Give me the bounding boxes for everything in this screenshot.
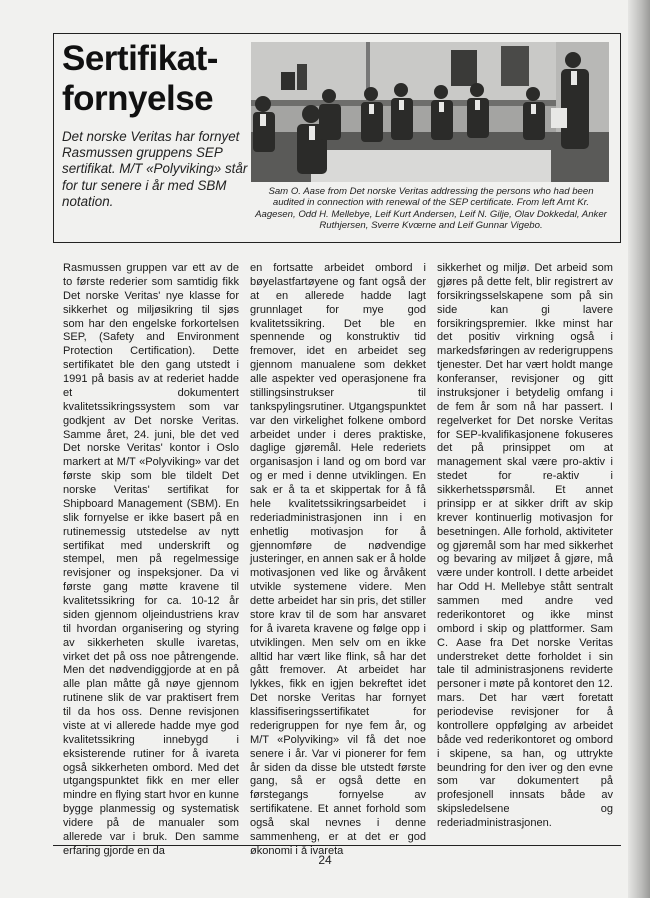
article-column-2 xyxy=(250,262,426,859)
photo-caption: Sam O. Aase from Det norske Veritas addressing the persons who had been audited in connection with renewal of the SEP certificate. From left Arnt Kr. Aagesen, Odd H. Mellebye, Leif Kurt Andersen, Leif N. Gilje, Olav Dokkedal, Anker Ruthjersen, Sverre Kvœrne and Leif Gunnar Vigebo. xyxy=(255,186,607,232)
page-number: 24 xyxy=(318,853,332,867)
article-column-1 xyxy=(63,262,239,859)
title-line-2: fornyelse xyxy=(62,79,214,118)
page-edge-shadow xyxy=(628,0,650,898)
article-title xyxy=(62,39,252,119)
column-2-text: en fortsatte arbeidet ombord i bøyelastfartøyene og fant også der at en allerede hadde lagt grunnlaget for mye god kvalitetssikring. Det ble en spennende og konstruktiv tid fremover, idet en arbeidet seg gjennom manualene som dekket alle aspekter ved operasjonene fra stillingsinstrukser til tankspylingsrutiner. Utgangspunktet var den virkelighet folkene ombord arbeidet under i deres praktiske, daglige gjøremål. Hele rederiets organisasjon i land og om bord var og er med i denne utviklingen. En sak er å ta et skippertak for å få hele kvalitetssikringsarbeidet i rederiadministrasjonen inn i en enhetlig motivasjon for å gjennomføre de nødvendige justeringer, en annen sak er å holde motivasjonen ved like og årvåkent utvikle systemene videre. Men dette arbeidet har sin pris, det stiller store krav til de som har ansvaret for å ivareta kravene og følge opp i utviklingen. Men selv om en ikke alltid har vært like flink, så har det gått fremover. At arbeidet har lykkes, fikk en igjen bekreftet idet Det norske Veritas har fornyet klassifiseringssertifikatet for rederigruppen for nye fem år, og M/T «Polyviking» vil få det noe senere i år. Var vi pionerer for fem år siden da disse ble utstedt første gang, så er også dette en førstegangs fornyelse av sertifikatene. Et annet forhold som også skal nevnes i denne sammenheng, er at det er god økonomi i å ivareta xyxy=(250,262,426,857)
article-column-3 xyxy=(437,262,613,831)
article-subtitle: Det norske Veritas har fornyet Rasmussen gruppens SEP sertifikat. M/T «Polyviking» står for tur senere i år med SBM notation. xyxy=(62,129,248,209)
title-line-1: Sertifikat- xyxy=(62,39,218,78)
column-1-text: Rasmussen gruppen var ett av de to første rederier som samtidig fikk Det norske Veritas' nye klasse for sikkerhet og miljøsikring til sjøs som har den engelske forkortelsen SEP, (Safety and Environment Protection Certification). Dette sertifikatet ble den gang utstedt i 1991 på basis av at rederiet hadde et dokumentert kvalitetssikringssystem som var godkjent av Det norske Veritas. Samme året, 24. juni, ble det ved Det norske Veritas' kontor i Oslo markert at M/T «Polyviking» var det første skip som ble tildelt Det norske Veritas' sertifikat for Shipboard Management (SBM). En slik fornyelse er ikke basert på en rutinemessig utstedelse av nytt sertifikat med underskrift og stempel, men på regelmessige revisjoner og inspeksjoner. Da vi første gang møtte kravene til kvalitetssikring for ca. 10-12 år siden gjennom oljeindustriens krav til hvordan organisering og styring av sikkerheten skulle ivaretas, virket det på oss noe påtrengende. Men det nødvendiggjorde at en på alle plan måtte gå nøye gjennom rutinene slik de var praktisert frem til da hos oss. Denne revisjonen viste at vi allerede hadde mye god kvalitetssikring innebygd i eksisterende rutiner for å ivareta også sikkerheten ombord. Med det utgangspunktet fikk en mer eller mindre en flying start hvor en kunne bygge planmessig og systematisk videre på de manualer som allerede var i bruk. Den samme erfaring gjorde en da xyxy=(63,262,239,857)
footer-rule xyxy=(53,845,621,846)
meeting-photo xyxy=(251,42,609,182)
column-3-text: sikkerhet og miljø. Det arbeid som gjøres på dette felt, blir registrert av forsikringsselskapene som på sin side kan gi lavere forsikringspremier. Ikke minst har det positiv virkning også i markedsføringen av rederigruppens tjenester. Det har vært holdt mange konferanser, revisjoner og gitt instruksjoner i betydelig omfang i de fem år som nå har passert. I regelverket for Det norske Veritas for SEP-kvalifikasjonene fokuseres det på prinsippet om at management skal være pro-aktiv i stedet for re-aktiv i sikkerhetsspørsmål. Et annet prinsipp er at sikker drift av skip krever kontinuerlig motivasjon for besetningen. Alle forhold, aktiviteter og gjøremål som har med sikkerhet og bevaring av miljøet å gjøre, må være under kontroll. I dette arbeidet har Odd H. Mellebye stått sentralt sammen med andre ved rederikontoret og ikke minst ombord i skip og plattformer. Sam C. Aase fra Det norske Veritas understreket dette forholdet i sin tale til administrasjonens reviderte personer i møte på kontoret den 12. mars. Det har vært foretatt periodevise revisjoner for å kontrollere oppfølging av arbeidet både ved rederikontoret og ombord i skipene, sa han, og uttrykte beundring for den iver og den evne som var dokumentert på profesjonell innsats både av skipsledelsene og rederiadministrasjonen. xyxy=(437,262,613,829)
